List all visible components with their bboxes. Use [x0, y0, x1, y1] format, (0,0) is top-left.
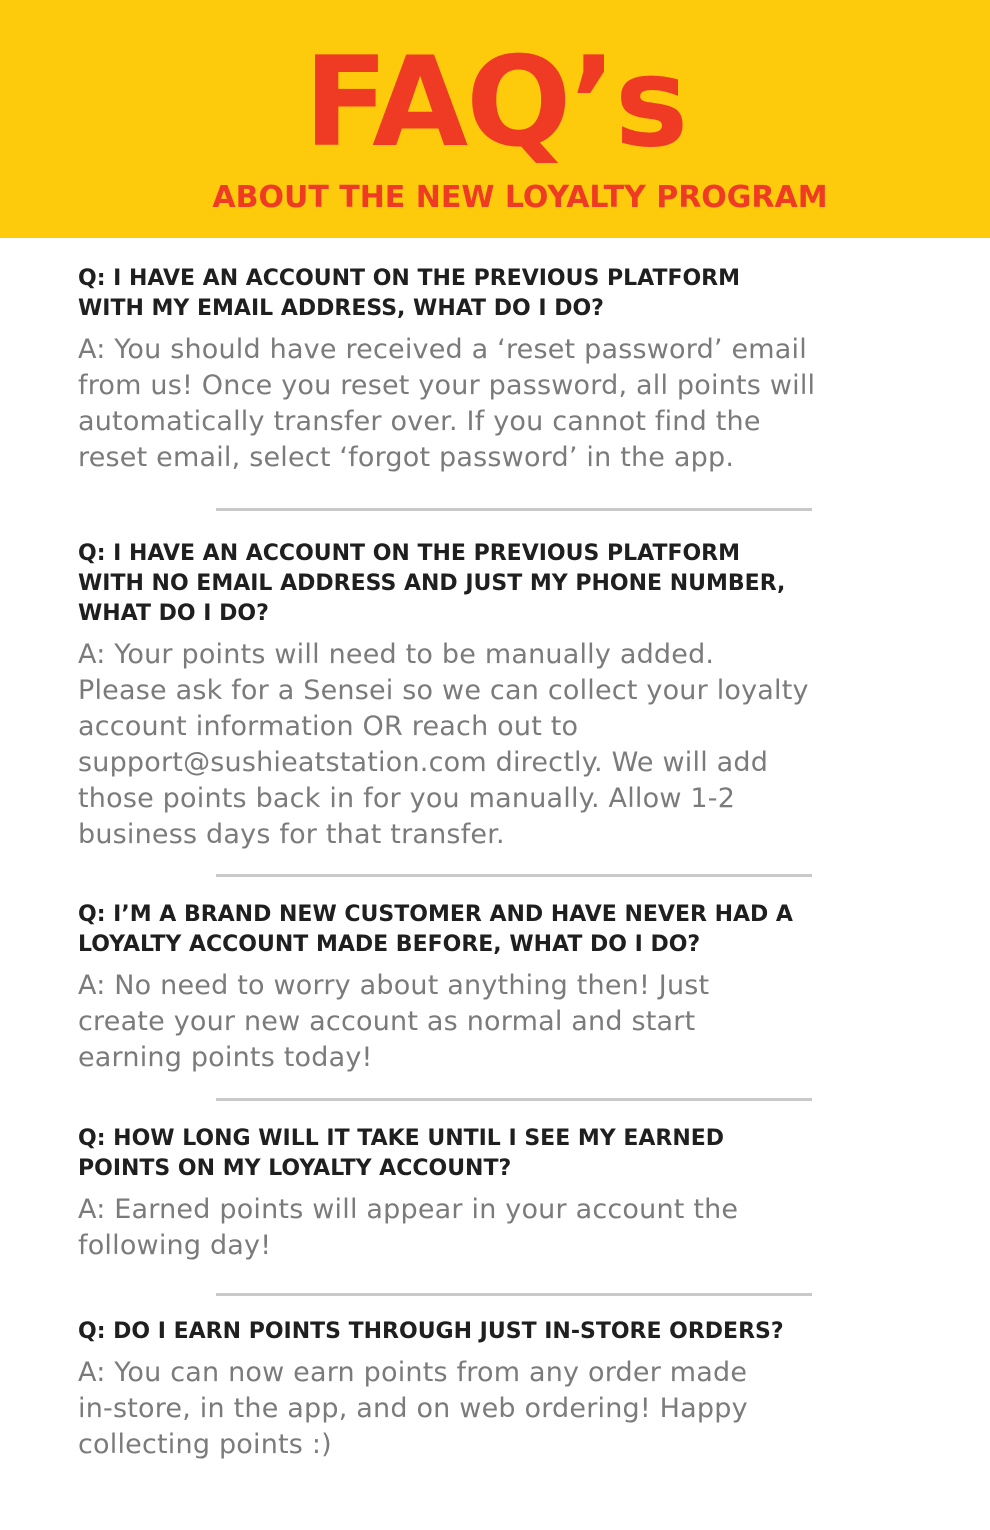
faq-answer: A: Your points will need to be manually added. Please ask for a Sensei so we can collect your loyalty account information OR reach out to support@sushieatstation.com directly. We will add those points back in for you manually. Allow 1-2 business days for that transfer.: [78, 639, 809, 850]
faq-question: Q: I HAVE AN ACCOUNT ON THE PREVIOUS PLATFORM WITH NO EMAIL ADDRESS AND JUST MY PHONE NUMBER, WHAT DO I DO?: [78, 541, 786, 626]
faq-divider: [216, 1098, 812, 1101]
faq-answer: A: You can now earn points from any order made in-store, in the app, and on web ordering! Happy collecting points :): [78, 1357, 748, 1460]
faq-answer: A: You should have received a ‘reset password’ email from us! Once you reset your password, all points will automatically transfer over. If you cannot find the reset email, select ‘forgot password’ in the app.: [78, 334, 816, 473]
faq-question: Q: I’M A BRAND NEW CUSTOMER AND HAVE NEVER HAD A LOYALTY ACCOUNT MADE BEFORE, WHAT DO I DO?: [78, 902, 793, 957]
faq-item-4: [78, 1124, 958, 1264]
faq-question: Q: I HAVE AN ACCOUNT ON THE PREVIOUS PLATFORM WITH MY EMAIL ADDRESS, WHAT DO I DO?: [78, 266, 741, 321]
faq-question: Q: DO I EARN POINTS THROUGH JUST IN-STORE ORDERS?: [78, 1319, 784, 1344]
faq-question: Q: HOW LONG WILL IT TAKE UNTIL I SEE MY EARNED POINTS ON MY LOYALTY ACCOUNT?: [78, 1126, 725, 1181]
faq-answer: A: No need to worry about anything then! Just create your new account as normal and start earning points today!: [78, 970, 710, 1073]
faq-divider: [216, 508, 812, 511]
faq-item-5: [78, 1317, 958, 1463]
faq-item-3: [78, 900, 958, 1076]
faq-item-2: [78, 539, 958, 853]
header-banner: [0, 0, 990, 238]
faq-answer: A: Earned points will appear in your account the following day!: [78, 1194, 739, 1261]
faq-divider: [216, 1293, 812, 1296]
faq-item-1: [78, 264, 958, 476]
page-title: FAQ’s: [303, 31, 687, 175]
faq-divider: [216, 874, 812, 877]
page-subtitle: ABOUT THE NEW LOYALTY PROGRAM: [212, 180, 828, 215]
